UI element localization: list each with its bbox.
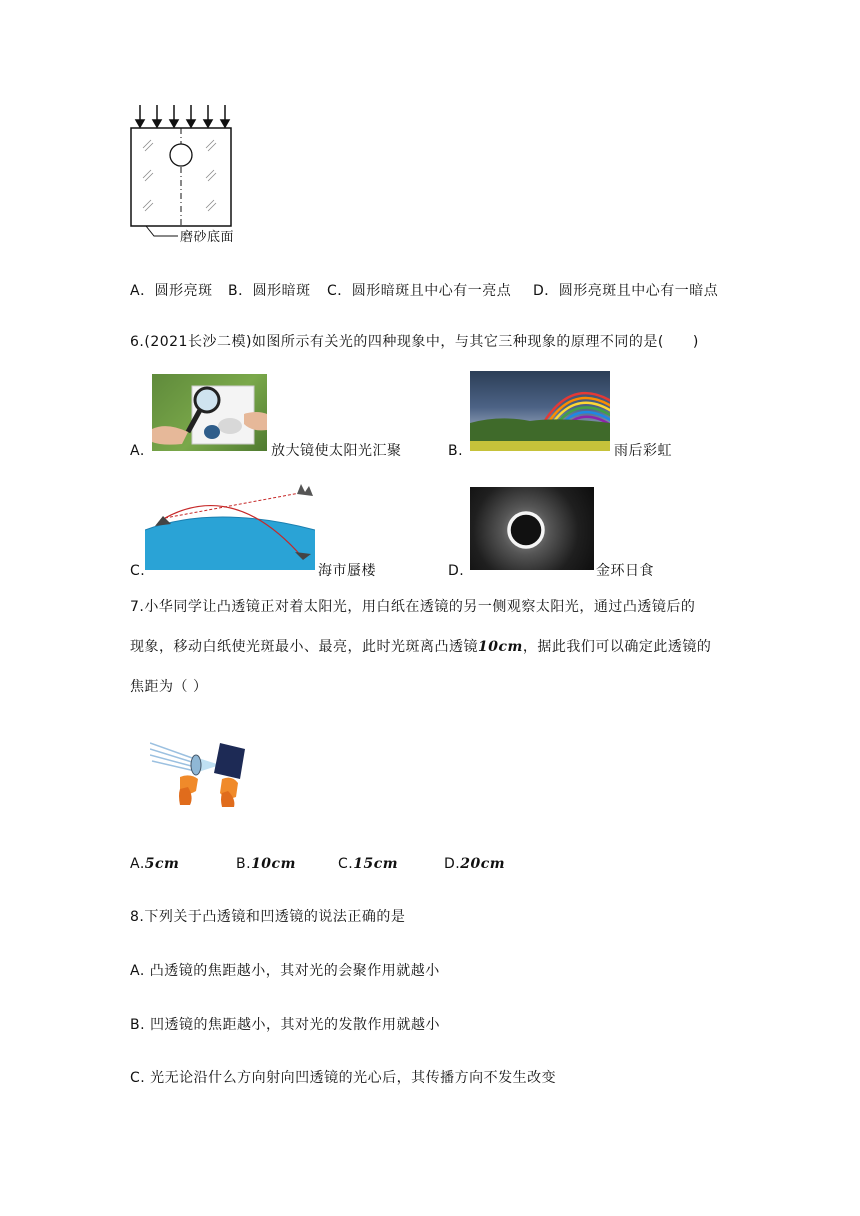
q7-option-a-value: 5cm: [144, 856, 180, 872]
q7-option-d-label: D.: [444, 856, 461, 872]
annular-eclipse-photo: [470, 487, 594, 570]
q6-stem: 6.(2021长沙二模)如图所示有关光的四种现象中，与其它三种现象的原理不同的是( ): [130, 334, 699, 350]
q8-option-b: B. 凹透镜的焦距越小，其对光的发散作用就越小: [130, 1017, 441, 1033]
q6-option-c-caption: 海市蜃楼: [318, 563, 376, 579]
q7-option-d-value: 20cm: [460, 856, 506, 872]
q6-option-a-letter: A.: [130, 443, 145, 459]
q7-option-d: [444, 854, 505, 874]
q7-option-a-label: A.: [130, 856, 145, 872]
q6-option-b-caption: 雨后彩虹: [614, 443, 672, 459]
q6-option-d-letter: D.: [448, 563, 465, 579]
mirage-diagram: [145, 482, 315, 570]
q7-stem-line3: 焦距为（ ）: [130, 679, 208, 695]
q5-option-a: A．圆形亮斑: [130, 283, 213, 299]
q8-stem: 8.下列关于凸透镜和凹透镜的说法正确的是: [130, 909, 406, 925]
q7-option-b-value: 10cm: [251, 856, 296, 872]
q7-option-c-label: C.: [338, 856, 354, 872]
q8-option-a: A. 凸透镜的焦距越小，其对光的会聚作用就越小: [130, 963, 440, 979]
q7-stem-line2: [130, 637, 711, 657]
q6-option-d-caption: 金环日食: [596, 563, 654, 579]
q7-option-c-value: 15cm: [353, 856, 399, 872]
q6-option-a-caption: 放大镜使太阳光汇聚: [271, 443, 402, 459]
q5-option-c: C．圆形暗斑且中心有一亮点: [327, 283, 512, 299]
rainbow-photo: [470, 371, 610, 451]
frosted-bottom-label: 磨砂底面: [180, 230, 235, 245]
q7-option-b: [236, 854, 296, 874]
q8-option-c: C. 光无论沿什么方向射向凹透镜的光心后，其传播方向不发生改变: [130, 1070, 557, 1086]
q7-distance-value: 10cm: [478, 639, 523, 655]
q7-stem-line2-pre: 现象，移动白纸使光斑最小、最亮，此时光斑离凸透镜: [130, 639, 478, 655]
q7-option-b-label: B.: [236, 856, 252, 872]
lens-paper-figure: [150, 735, 250, 810]
q7-stem-line1: 7.小华同学让凸透镜正对着太阳光，用白纸在透镜的另一侧观察太阳光，通过凸透镜后的: [130, 599, 696, 615]
q7-stem-line2-post: ，据此我们可以确定此透镜的: [522, 639, 712, 655]
magnifier-photo: [152, 374, 267, 451]
q6-option-b-letter: B.: [448, 443, 464, 459]
q7-option-a: [130, 854, 179, 874]
q5-option-b: B．圆形暗斑: [228, 283, 311, 299]
q6-option-c-letter: C.: [130, 563, 146, 579]
q7-option-c: [338, 854, 398, 874]
q5-option-d: D．圆形亮斑且中心有一暗点: [533, 283, 719, 299]
